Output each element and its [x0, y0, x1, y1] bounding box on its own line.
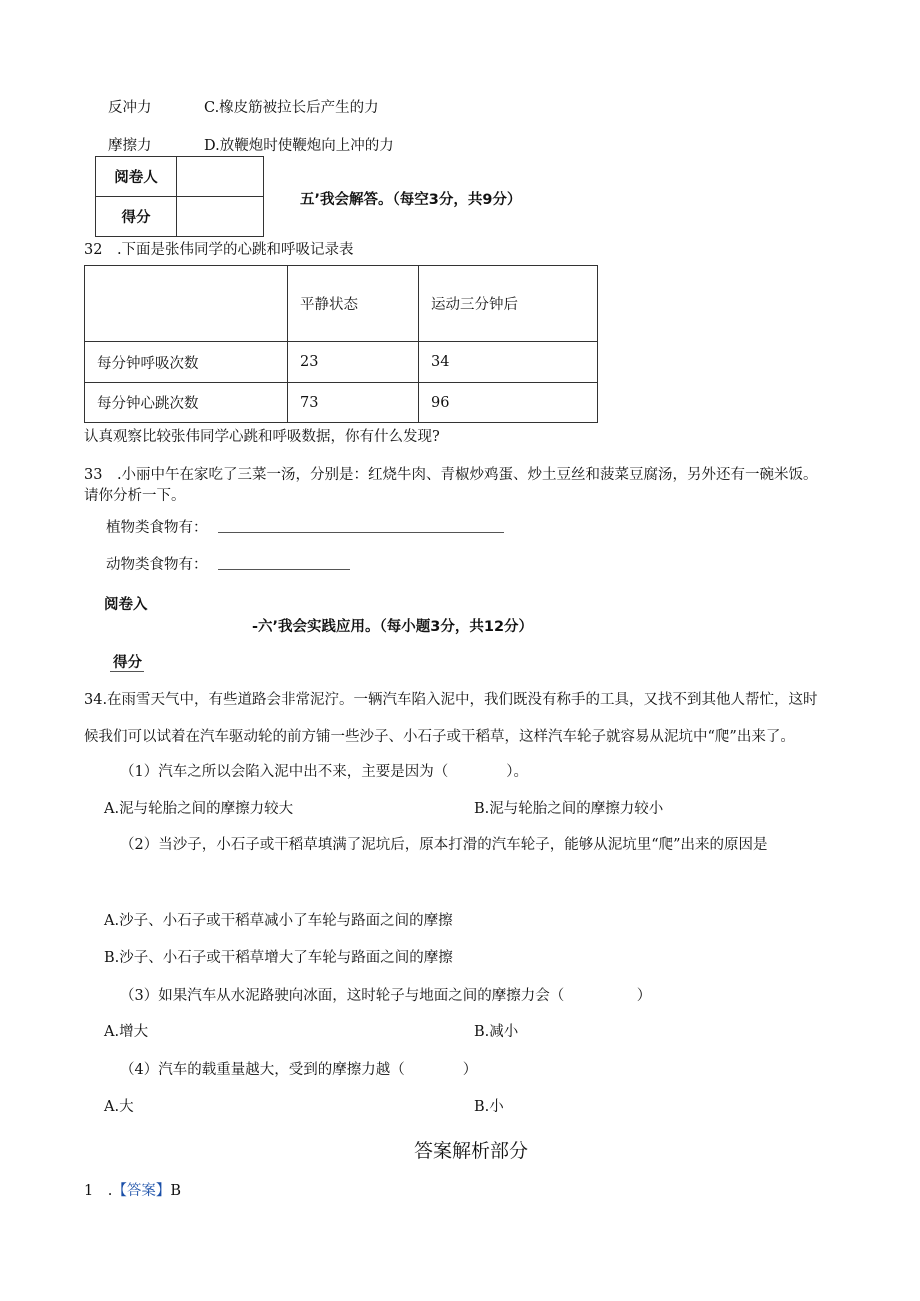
score-cell — [177, 197, 264, 237]
table-header-empty — [85, 266, 288, 342]
q34-sub3-a: A.增大 — [104, 1024, 149, 1040]
table-header-exercise: 运动三分钟后 — [419, 266, 598, 342]
reviewer-label: 阅卷人 — [96, 157, 177, 197]
q33-line2: 请你分析一下。 — [84, 488, 186, 504]
table-row — [85, 383, 598, 423]
section5-title: 五’我会解答。（每空3分，共9分） — [300, 192, 522, 208]
plant-food-blank[interactable] — [218, 532, 504, 533]
q34-sub2: （2）当沙子，小石子或干稻草填满了泥坑后，原本打滑的汽车轮子，能够从泥坑里“爬”出来的原因是 — [120, 837, 768, 853]
answer-number: 1 . — [84, 1183, 113, 1199]
table-header-rest: 平静状态 — [288, 266, 419, 342]
answer-tag: 【答案】 — [112, 1183, 171, 1199]
q34-sub1-b: B.泥与轮胎之间的摩擦力较小 — [474, 801, 664, 817]
q34-sub4-b: B.小 — [474, 1099, 504, 1115]
table-cell: 23 — [288, 342, 419, 383]
q33-line1: 33 .小丽中午在家吃了三菜一汤，分别是：红烧牛肉、青椒炒鸡蛋、炒土豆丝和菠菜豆腐汤，另外还有一碗米饭。 — [84, 467, 818, 483]
table-cell: 96 — [419, 383, 598, 423]
q32-prompt: 认真观察比较张伟同学心跳和呼吸数据，你有什么发现? — [84, 429, 440, 445]
q34-sub4: （4）汽车的载重量越大，受到的摩擦力越（ ） — [120, 1062, 478, 1078]
table-cell: 每分钟心跳次数 — [85, 383, 288, 423]
table-cell: 每分钟呼吸次数 — [85, 342, 288, 383]
reviewer-cell — [177, 157, 264, 197]
section6-score-underline — [110, 671, 144, 672]
answer-value: B — [170, 1183, 181, 1199]
option-c: C.橡皮筋被拉长后产生的力 — [204, 100, 379, 116]
answer-item-1 — [84, 1179, 181, 1200]
record-table — [84, 265, 598, 423]
animal-food-blank[interactable] — [218, 569, 350, 570]
score-box — [95, 156, 264, 237]
section6-reviewer: 阅卷入 — [104, 597, 148, 613]
option-left-2: 摩擦力 — [108, 138, 152, 154]
animal-food-label: 动物类食物有： — [106, 557, 208, 573]
answers-title: 答案解析部分 — [414, 1140, 529, 1162]
option-d: D.放鞭炮时使鞭炮向上冲的力 — [204, 138, 394, 154]
table-cell: 34 — [419, 342, 598, 383]
table-cell: 73 — [288, 383, 419, 423]
section6-title: -六’我会实践应用。（每小题3分，共12分） — [252, 619, 534, 635]
q34-sub3-b: B.减小 — [474, 1024, 519, 1040]
q34-sub1: （1）汽车之所以会陷入泥中出不来，主要是因为（ ）。 — [120, 764, 528, 780]
q34-sub2-b: B.沙子、小石子或干稻草增大了车轮与路面之间的摩擦 — [104, 950, 453, 966]
q34-sub4-a: A.大 — [104, 1099, 134, 1115]
plant-food-label: 植物类食物有： — [106, 520, 208, 536]
q34-line1: 34.在雨雪天气中，有些道路会非常泥泞。一辆汽车陷入泥中，我们既没有称手的工具，又找不到其他人帮忙，这时 — [84, 692, 818, 708]
q34-sub2-a: A.沙子、小石子或干稻草减小了车轮与路面之间的摩擦 — [104, 913, 453, 929]
q32-text: 32 .下面是张伟同学的心跳和呼吸记录表 — [84, 242, 354, 258]
q34-sub1-a: A.泥与轮胎之间的摩擦力较大 — [104, 801, 294, 817]
q34-sub3: （3）如果汽车从水泥路驶向冰面，这时轮子与地面之间的摩擦力会（ ） — [120, 988, 652, 1004]
score-label: 得分 — [96, 197, 177, 237]
table-row — [85, 342, 598, 383]
q34-line2: 候我们可以试着在汽车驱动轮的前方铺一些沙子、小石子或干稻草，这样汽车轮子就容易从泥坑中“爬”出来了。 — [84, 729, 795, 745]
option-left-1: 反冲力 — [108, 100, 152, 116]
section6-score: 得分 — [113, 655, 142, 671]
